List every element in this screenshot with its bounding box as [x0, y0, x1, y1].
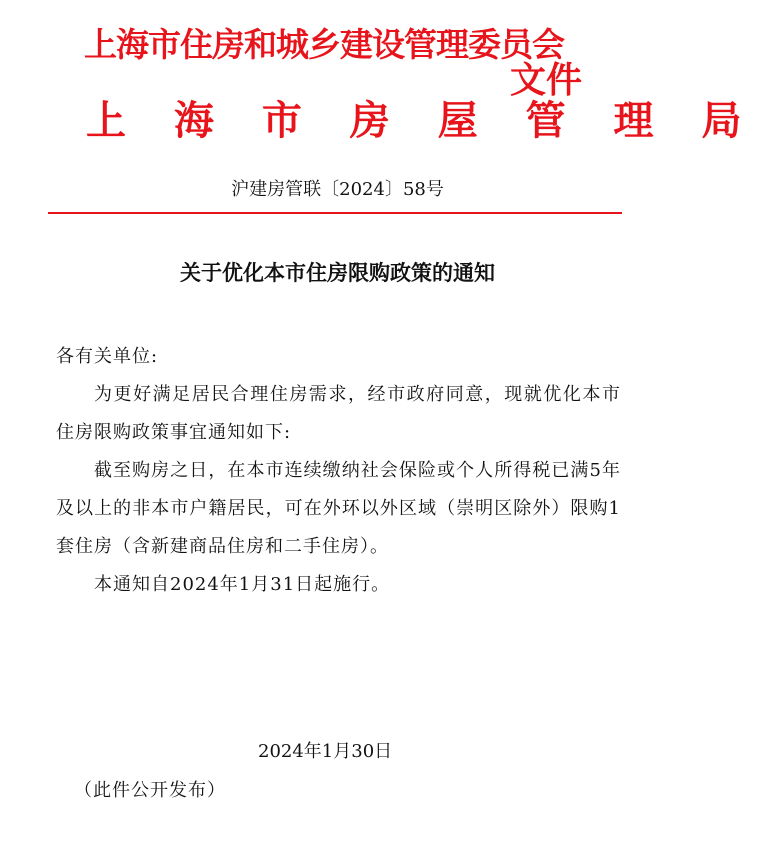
red-divider: [48, 212, 622, 214]
document-title: 关于优化本市住房限购政策的通知: [180, 261, 495, 285]
document-suffix: 文件: [510, 60, 583, 101]
salutation: 各有关单位:: [56, 346, 159, 367]
issuing-authority-1: 上海市住房和城乡建设管理委员会: [84, 25, 564, 64]
body-paragraph: 截至购房之日，在本市连续缴纳社会保险或个人所得税已满5年及以上的非本市户籍居民，可在外环以外区域（崇明区除外）限购1套住房（含新建商品住房和二手住房）。: [56, 460, 621, 557]
body-paragraph: 本通知自2024年1月31日起施行。: [94, 574, 391, 595]
issue-date: 2024年1月30日: [258, 741, 393, 762]
document-body: [56, 338, 621, 604]
publication-note: （此件公开发布）: [74, 780, 226, 801]
body-paragraph: 为更好满足居民合理住房需求，经市政府同意，现就优化本市住房限购政策事宜通知如下:: [56, 384, 621, 443]
issuing-authority-2: 上 海 市 房 屋 管 理 局: [86, 98, 758, 144]
document-number: 沪建房管联〔2024〕58号: [231, 179, 444, 200]
